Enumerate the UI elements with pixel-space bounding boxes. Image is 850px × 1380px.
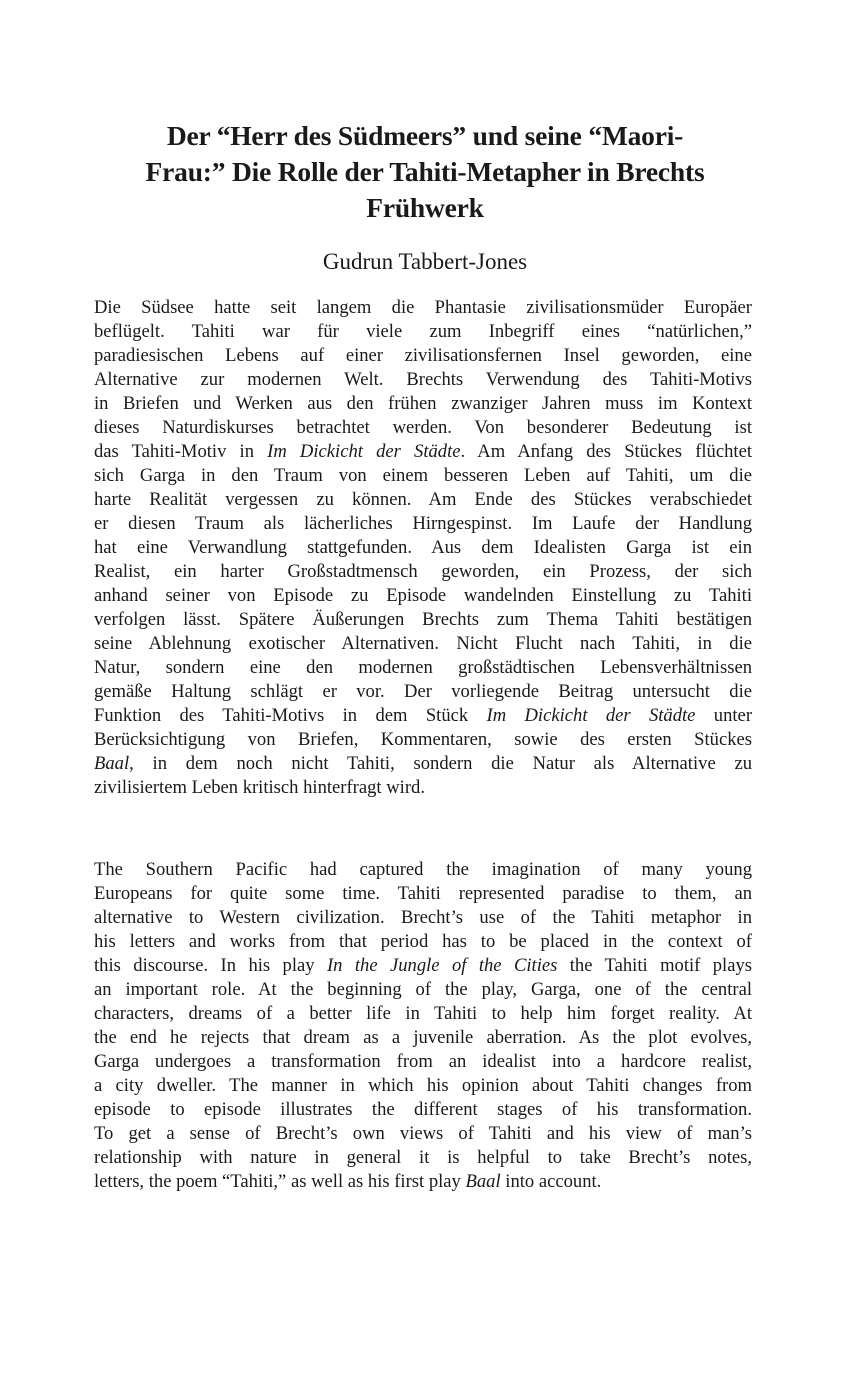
- abstract-text: the end he rejects that dream as a juvenile aberration. As the plot evolves,: [94, 1027, 752, 1048]
- abstract-line: [94, 906, 752, 930]
- abstract-line: [94, 978, 752, 1002]
- abstract-text: a city dweller. The manner in which his opinion about Tahiti changes from: [94, 1075, 752, 1096]
- work-title-italic: Im Dickicht der Städte: [486, 705, 696, 726]
- abstract-line: [94, 1122, 752, 1146]
- abstract-line: [94, 536, 752, 560]
- abstract-text: an important role. At the beginning of the play, Garga, one of the central: [94, 979, 752, 1000]
- abstract-text: into account.: [500, 1171, 602, 1192]
- abstract-line: [94, 344, 752, 368]
- abstract-line: [94, 368, 752, 392]
- abstract-line: [94, 632, 752, 656]
- abstract-text: this discourse. In his play: [94, 955, 327, 976]
- abstract-line: [94, 954, 752, 978]
- abstract-text: Garga undergoes a transformation from an idealist into a hardcore realist,: [94, 1051, 752, 1072]
- abstract-line: [94, 296, 752, 320]
- abstract-line: [94, 1146, 752, 1170]
- abstract-text: relationship with nature in general it is helpful to take Brecht’s notes,: [94, 1147, 752, 1168]
- work-title-italic: In the Jungle of the Cities: [326, 955, 558, 976]
- abstract-text: Realist, ein harter Großstadtmensch geworden, ein Prozess, der sich: [94, 561, 752, 582]
- work-title-italic: Baal: [465, 1171, 501, 1192]
- work-title-italic: Baal: [94, 753, 130, 774]
- abstract-line: [94, 608, 752, 632]
- abstract-text: characters, dreams of a better life in Tahiti to help him forget reality. At: [94, 1003, 752, 1024]
- abstract-text: Europeans for quite some time. Tahiti represented paradise to them, an: [94, 883, 752, 904]
- abstract-line: [94, 752, 752, 776]
- abstract-line: [94, 560, 752, 584]
- abstract-text: das Tahiti-Motiv in: [94, 441, 268, 462]
- abstract-line: [94, 320, 752, 344]
- abstract-line: [94, 776, 752, 800]
- abstract-text: To get a sense of Brecht’s own views of Tahiti and his view of man’s: [94, 1123, 752, 1144]
- abstract-line: [94, 858, 752, 882]
- abstract-text: gemäße Haltung schlägt er vor. Der vorliegende Beitrag untersucht die: [94, 681, 752, 702]
- abstract-text: er diesen Traum als lächerliches Hirngespinst. Im Laufe der Handlung: [94, 513, 752, 534]
- abstract-text: in Briefen und Werken aus den frühen zwanziger Jahren muss im Kontext: [94, 393, 752, 414]
- abstract-line: [94, 680, 752, 704]
- abstract-text: letters, the poem “Tahiti,” as well as his first play: [94, 1171, 466, 1192]
- abstract-line: [94, 512, 752, 536]
- abstract-line: [94, 464, 752, 488]
- abstract-text: Alternative zur modernen Welt. Brechts Verwendung des Tahiti-Motivs: [94, 369, 752, 390]
- abstract-line: [94, 656, 752, 680]
- abstract-line: [94, 584, 752, 608]
- abstract-text: Natur, sondern eine den modernen großstädtischen Lebensverhältnissen: [94, 657, 752, 678]
- abstract-text: dieses Naturdiskurses betrachtet werden. Von besonderer Bedeutung ist: [94, 417, 752, 438]
- abstract-text: zivilisiertem Leben kritisch hinterfragt wird.: [94, 777, 425, 798]
- article-title-line: Frühwerk: [366, 192, 484, 223]
- abstract-line: [94, 1002, 752, 1026]
- abstract-line: [94, 1026, 752, 1050]
- work-title-italic: Im Dickicht der Städte: [267, 441, 461, 462]
- abstract-text: . Am Anfang des Stückes flüchtet: [460, 441, 752, 462]
- abstract-text: unter: [695, 705, 753, 726]
- abstract-text: paradiesischen Lebens auf einer zivilisationsfernen Insel geworden, eine: [94, 345, 752, 366]
- abstract-line: [94, 1050, 752, 1074]
- abstract-text: verfolgen lässt. Spätere Äußerungen Brechts zum Thema Tahiti bestätigen: [94, 609, 752, 630]
- abstract-text: Funktion des Tahiti-Motivs in dem Stück: [94, 705, 487, 726]
- abstract-text: Die Südsee hatte seit langem die Phantasie zivilisationsmüder Europäer: [94, 297, 752, 318]
- abstract-line: [94, 1074, 752, 1098]
- abstract-text: The Southern Pacific had captured the imagination of many young: [94, 859, 752, 880]
- abstract-text: the Tahiti motif plays: [557, 955, 753, 976]
- abstract-line: [94, 704, 752, 728]
- abstract-text: Berücksichtigung von Briefen, Kommentaren, sowie des ersten Stückes: [94, 729, 752, 750]
- abstract-text: anhand seiner von Episode zu Episode wandelnden Einstellung zu Tahiti: [94, 585, 752, 606]
- abstract-line: [94, 882, 752, 906]
- article-title-line: Frau:” Die Rolle der Tahiti-Metapher in Brechts: [145, 156, 705, 187]
- article-title-line: Der “Herr des Südmeers” und seine “Maori-: [166, 120, 684, 151]
- abstract-text: hat eine Verwandlung stattgefunden. Aus dem Idealisten Garga ist ein: [94, 537, 752, 558]
- abstract-line: [94, 416, 752, 440]
- abstract-german: [94, 296, 752, 800]
- abstract-line: [94, 392, 752, 416]
- abstract-text: beflügelt. Tahiti war für viele zum Inbegriff eines “natürlichen,”: [94, 321, 752, 342]
- abstract-text: sich Garga in den Traum von einem besseren Leben auf Tahiti, um die: [94, 465, 752, 486]
- abstract-text: , in dem noch nicht Tahiti, sondern die Natur als Alternative zu: [129, 753, 752, 774]
- abstract-line: [94, 1170, 752, 1194]
- article-title: [95, 118, 755, 226]
- abstract-line: [94, 728, 752, 752]
- abstract-text: harte Realität vergessen zu können. Am Ende des Stückes verabschiedet: [94, 489, 752, 510]
- abstract-text: alternative to Western civilization. Brecht’s use of the Tahiti metaphor in: [94, 907, 752, 928]
- abstract-line: [94, 440, 752, 464]
- abstract-text: seine Ablehnung exotischer Alternativen. Nicht Flucht nach Tahiti, in die: [94, 633, 752, 654]
- abstract-line: [94, 930, 752, 954]
- abstract-line: [94, 1098, 752, 1122]
- abstract-english: [94, 858, 752, 1194]
- abstract-text: his letters and works from that period has to be placed in the context of: [94, 931, 752, 952]
- abstract-line: [94, 488, 752, 512]
- abstract-text: episode to episode illustrates the different stages of his transformation.: [94, 1099, 752, 1120]
- article-author: Gudrun Tabbert-Jones: [322, 249, 528, 274]
